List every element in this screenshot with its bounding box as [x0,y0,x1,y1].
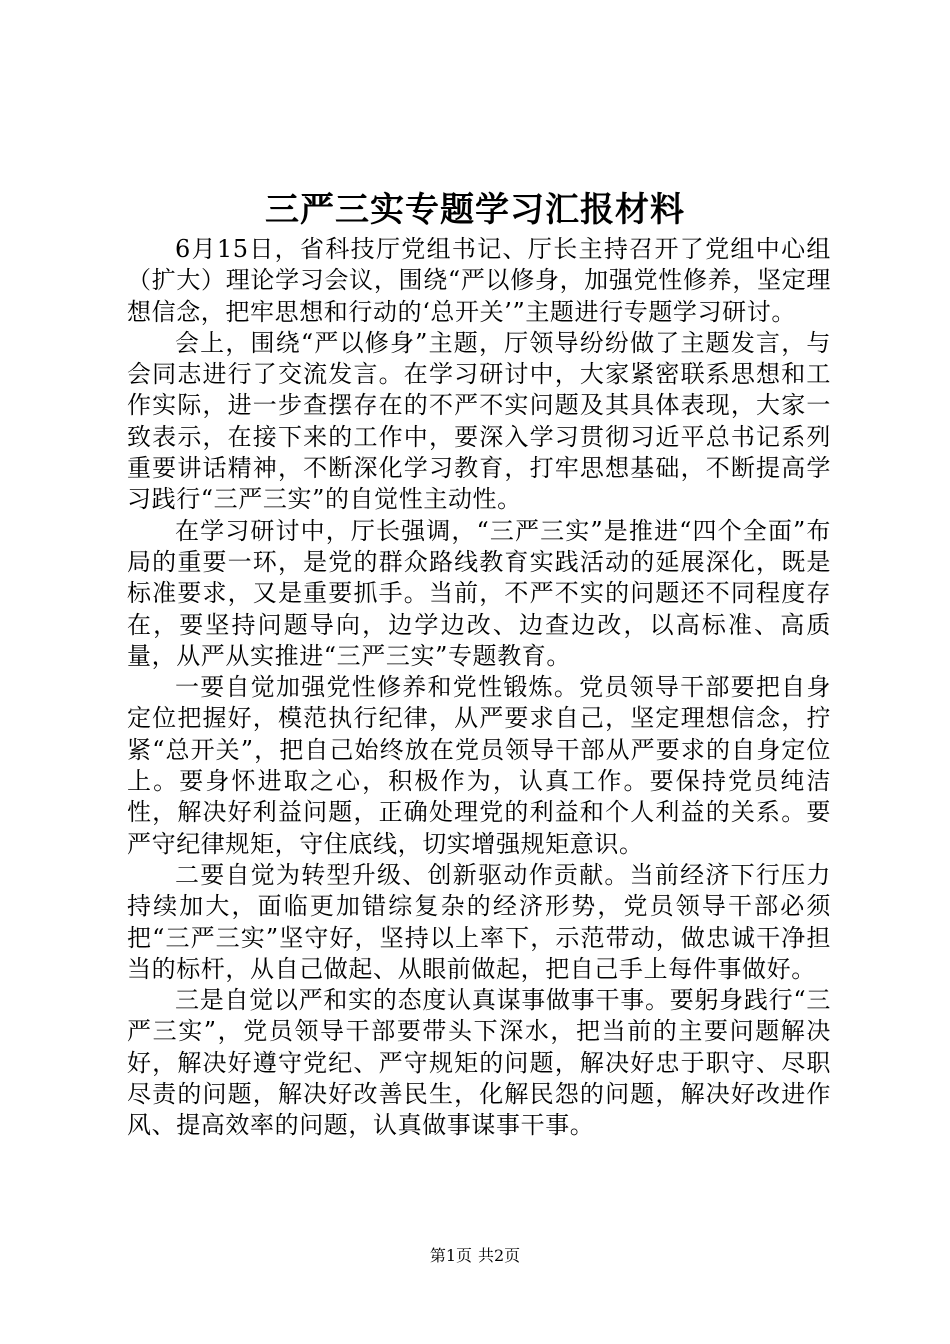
paragraph-5: 二要自觉为转型升级、创新驱动作贡献。当前经济下行压力持续加大，面临更加错综复杂的经济形势，党员领导干部必须把“三严三实”坚守好，坚持以上率下，示范带动，做忠诚干净担当的标杆，从自己做起、从眼前做起，把自己手上每件事做好。 [127,860,831,983]
document-title: 三严三实专题学习汇报材料 [265,190,685,230]
paragraph-6: 三是自觉以严和实的态度认真谋事做事干事。要躬身践行“三严三实”，党员领导干部要带头下深水，把当前的主要问题解决好，解决好遵守党纪、严守规矩的问题，解决好忠于职守、尽职尽责的问题，解决好改善民生，化解民怨的问题，解决好改进作风、提高效率的问题，认真做事谋事干事。 [127,986,831,1140]
paragraph-4: 一要自觉加强党性修养和党性锻炼。党员领导干部要把自身定位把握好，模范执行纪律，从严要求自己，坚定理想信念，拧紧“总开关”，把自己始终放在党员领导干部从严要求的自身定位上。要身怀进取之心，积极作为，认真工作。要保持党员纯洁性，解决好利益问题，正确处理党的利益和个人利益的关系。要严守纪律规矩，守住底线，切实增强规矩意识。 [127,673,831,858]
page-number: 第1页 [429,1246,472,1265]
document-body [127,234,831,1142]
paragraph-1: 6月15日，省科技厅党组书记、厅长主持召开了党组中心组（扩大）理论学习会议，围绕“严以修身，加强党性修养，坚定理想信念，把牢思想和行动的‘总开关’”主题进行专题学习研讨。 [127,235,831,326]
page-footer [0,1245,950,1267]
paragraph-3: 在学习研讨中，厅长强调，“三严三实”是推进“四个全面”布局的重要一环，是党的群众路线教育实践活动的延展深化，既是标准要求，又是重要抓手。当前，不严不实的问题还不同程度存在，要坚持问题导向，边学边改、边查边改，以高标准、高质量，从严从实推进“三严三实”专题教育。 [127,516,831,670]
page-total: 共2页 [478,1246,521,1265]
paragraph-2: 会上，围绕“严以修身”主题，厅领导纷纷做了主题发言，与会同志进行了交流发言。在学习研讨中，大家紧密联系思想和工作实际，进一步查摆存在的不严不实问题及其具体表现，大家一致表示，在接下来的工作中，要深入学习贯彻习近平总书记系列重要讲话精神，不断深化学习教育，打牢思想基础，不断提高学习践行“三严三实”的自觉性主动性。 [127,328,831,514]
